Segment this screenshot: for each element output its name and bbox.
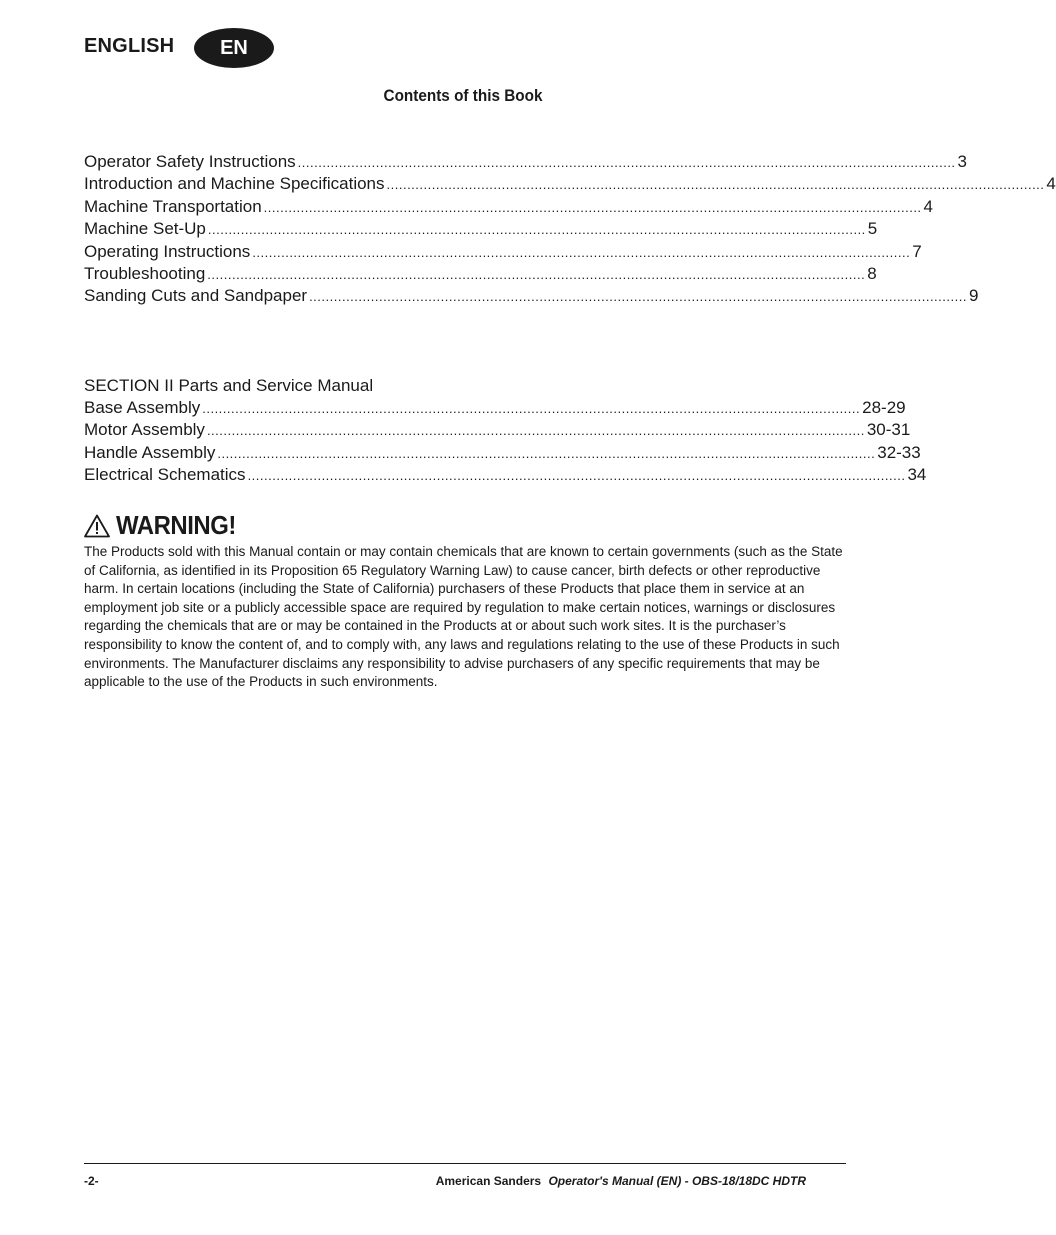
toc-entry-page: 9 xyxy=(968,286,979,306)
language-badge: EN xyxy=(194,28,274,68)
toc-entry-title: Electrical Schematics xyxy=(84,465,246,485)
toc-section-2 xyxy=(84,398,927,488)
toc-entry xyxy=(84,241,922,264)
toc-entry-title: Base Assembly xyxy=(84,398,201,417)
toc-entry-page: 32-33 xyxy=(877,442,921,462)
book-title: Contents of this Book xyxy=(383,86,543,105)
footer-rule xyxy=(84,1163,846,1164)
toc-entry xyxy=(84,442,921,465)
toc-dot-leader: ................................................................................................................................................................ xyxy=(247,468,906,484)
toc-entry xyxy=(84,420,911,442)
footer-manual-info xyxy=(436,1174,806,1188)
toc-entry-title: Machine Set-Up xyxy=(84,219,206,239)
toc-entry-page: 4 xyxy=(1046,174,1056,194)
toc-section-1 xyxy=(84,152,1056,309)
toc-dot-leader: ................................................................................................................................................................ xyxy=(207,222,866,238)
section-2-heading: SECTION II Parts and Service Manual xyxy=(84,376,374,395)
warning-title xyxy=(84,510,246,541)
toc-entry-page: 4 xyxy=(923,196,934,216)
toc-entry xyxy=(84,219,878,241)
footer-manual-title: Operator's Manual (EN) - OBS-18/18DC HDTR xyxy=(548,1174,806,1188)
toc-entry-title: Handle Assembly xyxy=(84,442,216,462)
toc-dot-leader: ................................................................................................................................................................ xyxy=(252,244,911,260)
toc-entry xyxy=(84,152,968,174)
toc-entry-page: 34 xyxy=(907,465,927,485)
toc-entry-page: 30-31 xyxy=(866,420,911,440)
toc-entry xyxy=(84,174,1056,196)
toc-entry-page: 8 xyxy=(867,263,877,283)
toc-entry-page: 7 xyxy=(912,241,922,261)
toc-entry-title: Operating Instructions xyxy=(84,241,251,261)
toc-entry xyxy=(84,263,877,286)
warning-triangle-icon xyxy=(84,514,110,538)
language-label: ENGLISH xyxy=(84,35,175,57)
footer-page-number: -2- xyxy=(84,1174,99,1188)
toc-entry xyxy=(84,465,927,487)
toc-dot-leader: ................................................................................................................................................................ xyxy=(297,155,956,170)
toc-entry xyxy=(84,286,979,308)
warning-body: The Products sold with this Manual contain or may contain chemicals that are known to certain governments (such as the State of California, as identified in its Proposition 65 Regulatory Warning Law) to cause cancer, birth defects or other reproductive harm. In certain locations (including the State of California) purchasers of these Products that place them in service at an employment job site or a publicly accessible space are required by regulation to make certain notices, warnings or disclosures regarding the chemicals that are or may be contained in the Products at or about such work sites. It is the purchaser’s responsibility to know the content of, and to comply with, any laws and regulations relating to the use of these Products in such environments. The Manufacturer disclaims any responsibility to advise purchasers of any specific requirements that may be applicable to the use of the Products in such environments. xyxy=(84,544,843,690)
toc-entry xyxy=(84,196,934,219)
footer-brand: American Sanders xyxy=(435,1174,542,1188)
toc-entry-title: Sanding Cuts and Sandpaper xyxy=(84,286,308,306)
toc-entry-title: Motor Assembly xyxy=(84,420,205,440)
toc-entry-page: 28-29 xyxy=(862,398,906,417)
toc-entry-title: Introduction and Machine Specifications xyxy=(84,174,385,194)
toc-dot-leader: ................................................................................................................................................................ xyxy=(202,401,861,416)
toc-dot-leader: ................................................................................................................................................................ xyxy=(386,177,1045,193)
toc-entry-title: Machine Transportation xyxy=(84,196,262,216)
toc-entry-page: 3 xyxy=(957,152,968,171)
warning-heading: WARNING! xyxy=(116,510,236,540)
toc-entry-page: 5 xyxy=(867,219,878,239)
toc-entry xyxy=(84,398,906,420)
toc-entry-title: Operator Safety Instructions xyxy=(84,152,296,171)
toc-entry-title: Troubleshooting xyxy=(84,263,206,283)
toc-dot-leader: ................................................................................................................................................................ xyxy=(263,199,922,215)
toc-dot-leader: ................................................................................................................................................................ xyxy=(309,289,967,305)
toc-dot-leader: ................................................................................................................................................................ xyxy=(207,266,866,282)
toc-dot-leader: ................................................................................................................................................................ xyxy=(217,445,876,461)
toc-dot-leader: ................................................................................................................................................................ xyxy=(206,423,865,439)
